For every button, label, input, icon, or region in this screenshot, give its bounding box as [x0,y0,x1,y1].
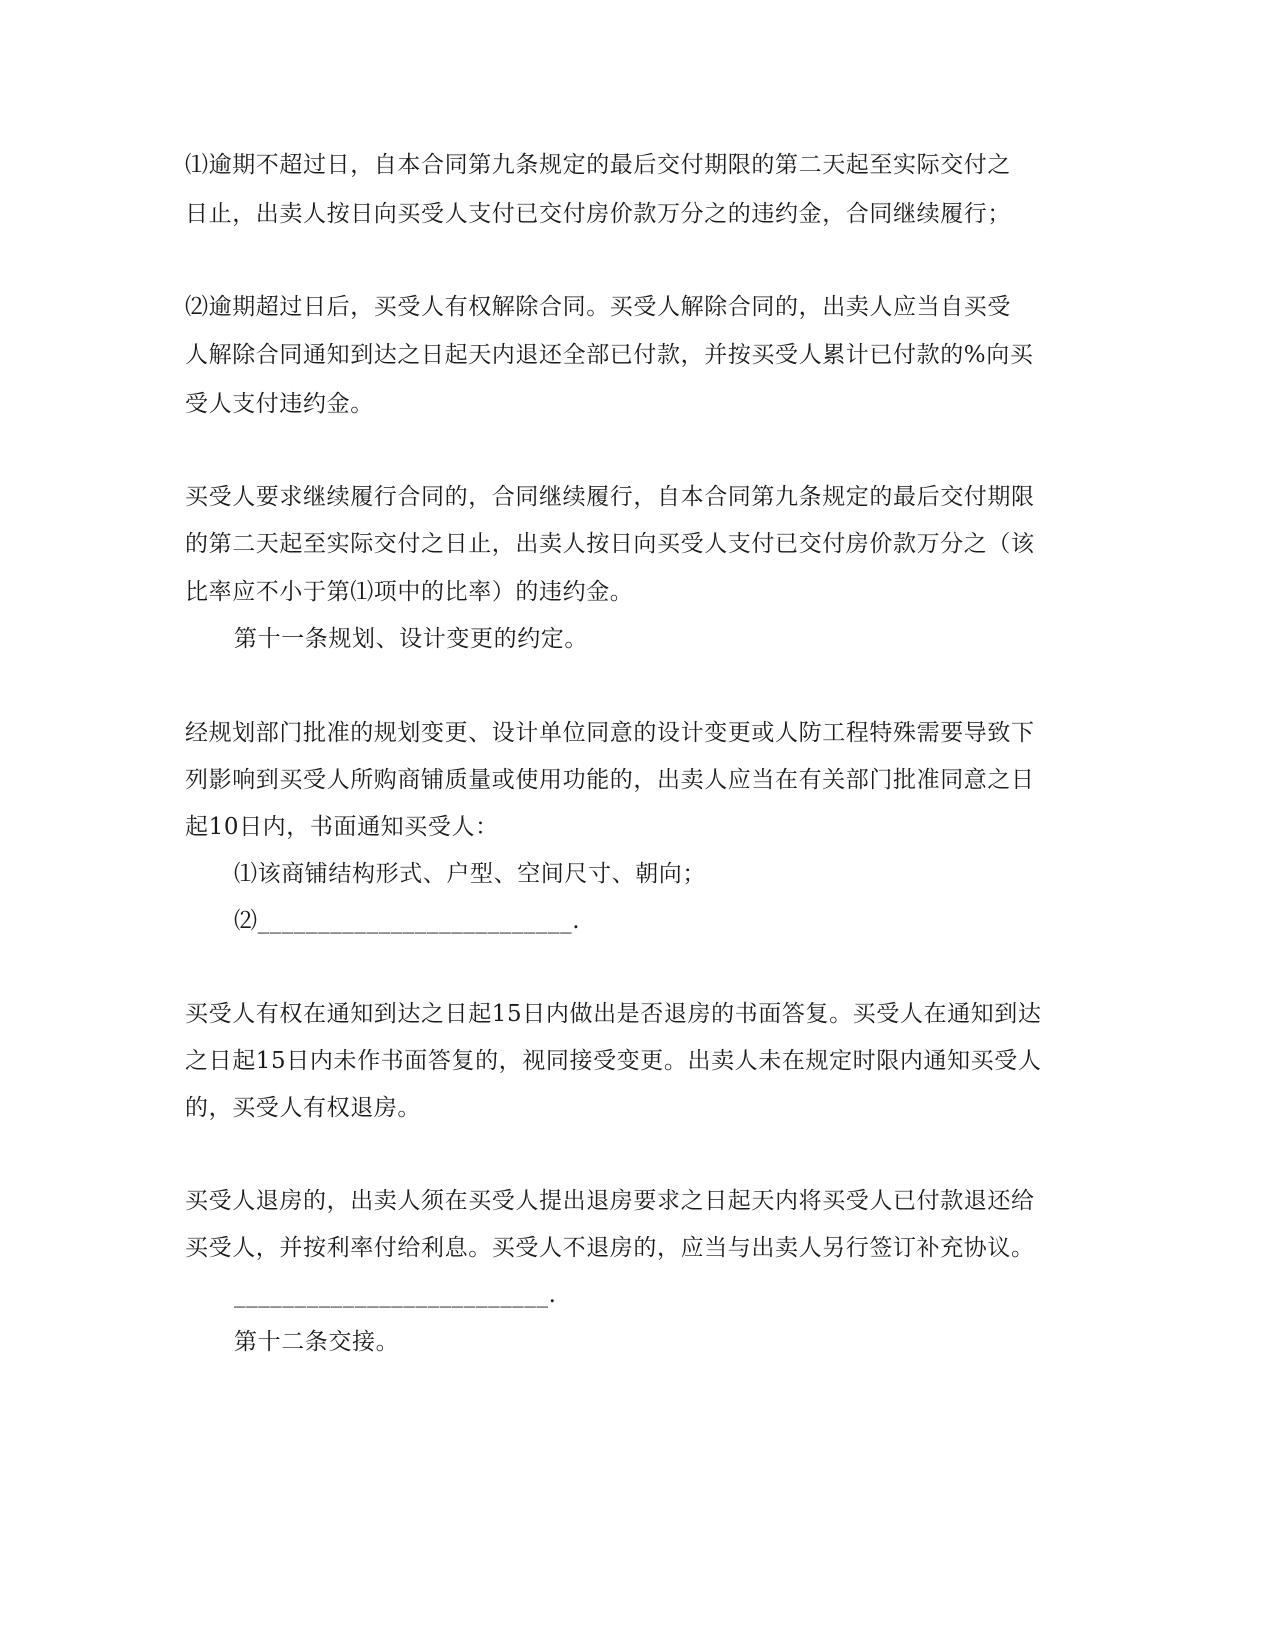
section-heading: 第十一条规划、设计变更的约定。 [234,626,588,652]
blank-line: __________________________. [234,1282,557,1308]
list-item: ⑵__________________________. [234,908,581,934]
text-line: 买受人，并按利率付给利息。买受人不退房的，应当与出卖人另行签订补充协议。 [185,1235,1035,1261]
text-line: 日止，出卖人按日向买受人支付已交付房价款万分之的违约金，合同继续履行； [185,201,1011,227]
text-line: 的，买受人有权退房。 [185,1095,421,1121]
text-line: 买受人退房的，出卖人须在买受人提出退房要求之日起天内将买受人已付款退还给 [185,1188,1035,1214]
list-item: ⑴该商铺结构形式、户型、空间尺寸、朝向； [234,861,706,887]
text-line: 受人支付违约金。 [185,391,374,417]
text-line: 经规划部门批准的规划变更、设计单位同意的设计变更或人防工程特殊需要导致下 [185,720,1035,746]
text-line: ⑵逾期超过日后，买受人有权解除合同。买受人解除合同的，出卖人应当自买受 [185,294,1011,320]
text-line: 的第二天起至实际交付之日止，出卖人按日向买受人支付已交付房价款万分之（该 [185,531,1035,557]
text-line: ⑴逾期不超过日，自本合同第九条规定的最后交付期限的第二天起至实际交付之 [185,152,1011,178]
text-line: 人解除合同通知到达之日起天内退还全部已付款，并按买受人累计已付款的%向买 [185,342,1034,368]
text-line: 买受人要求继续履行合同的，合同继续履行，自本合同第九条规定的最后交付期限 [185,484,1035,510]
section-heading: 第十二条交接。 [234,1329,400,1355]
text-line: 之日起15日内未作书面答复的，视同接受变更。出卖人未在规定时限内通知买受人 [185,1048,1042,1074]
text-line: 买受人有权在通知到达之日起15日内做出是否退房的书面答复。买受人在通知到达 [185,1001,1042,1027]
text-line: 起10日内，书面通知买受人： [185,814,499,840]
text-line: 比率应不小于第⑴项中的比率）的违约金。 [185,579,634,605]
text-line: 列影响到买受人所购商铺质量或使用功能的，出卖人应当在有关部门批准同意之日 [185,767,1035,793]
